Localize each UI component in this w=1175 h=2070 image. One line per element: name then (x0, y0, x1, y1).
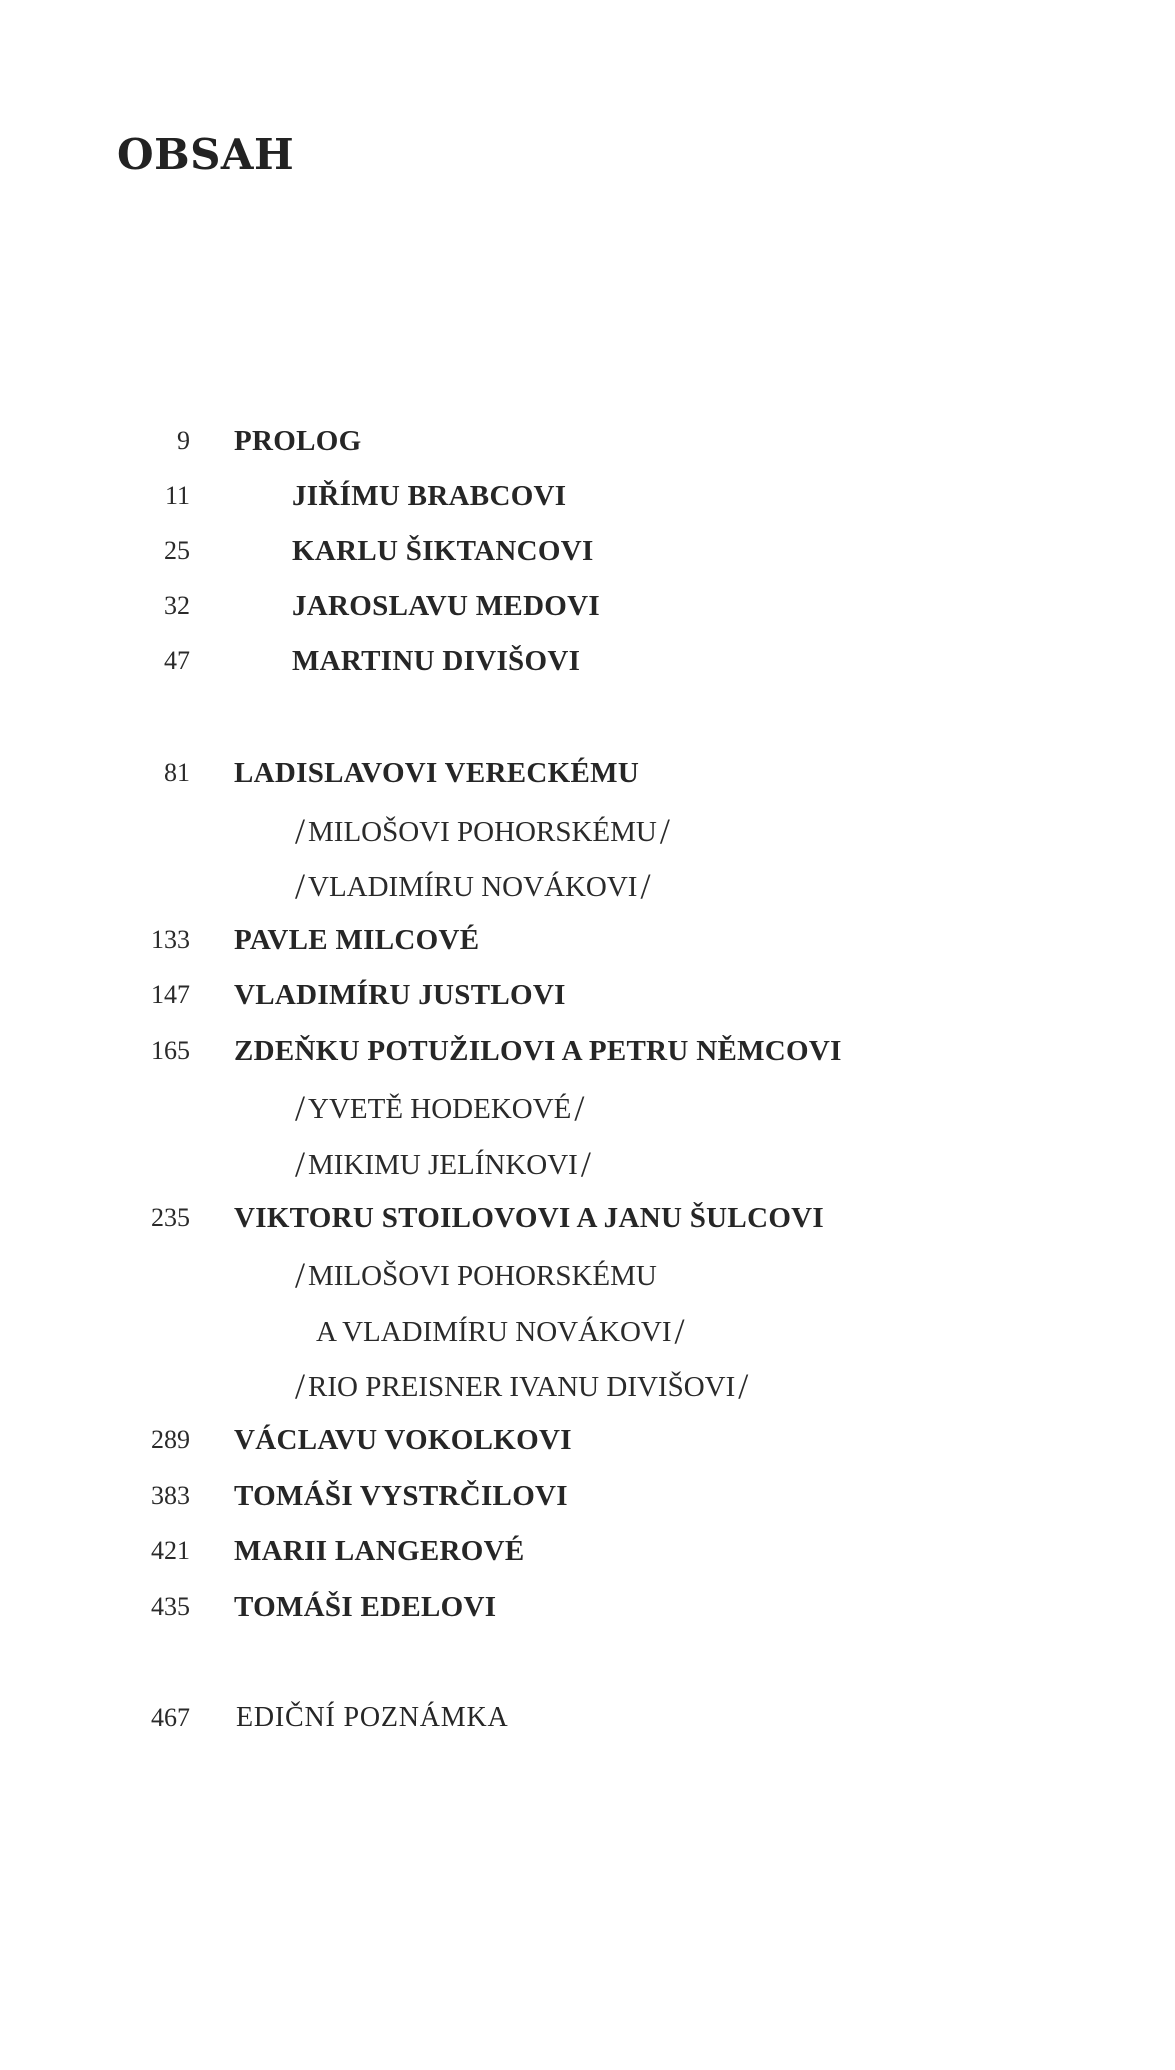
entry-title: MARII LANGEROVÉ (234, 1535, 525, 1567)
entry-title: VÁCLAVU VOKOLKOVI (234, 1424, 572, 1456)
subentry-line (292, 1253, 657, 1296)
page-number: 165 (151, 1036, 190, 1065)
subentry-text: MILOŠOVI POHORSKÉMU (308, 1260, 657, 1292)
page-number: 32 (164, 591, 190, 620)
entry-title: LADISLAVOVI VERECKÉMU (234, 757, 640, 789)
subentry-text: A VLADIMÍRU NOVÁKOVI (316, 1316, 672, 1348)
entry-title: VLADIMÍRU JUSTLOVI (234, 979, 566, 1011)
entry-title: PAVLE MILCOVÉ (234, 924, 480, 956)
entry-title: JAROSLAVU MEDOVI (292, 590, 600, 622)
slash-mark: / (295, 1366, 306, 1406)
subentry-text: MIKIMU JELÍNKOVI (308, 1149, 578, 1181)
subentry-line (292, 809, 673, 852)
subentry-text: VLADIMÍRU NOVÁKOVI (308, 871, 638, 903)
page-number: 289 (151, 1425, 190, 1454)
subentry-text: RIO PREISNER IVANU DIVIŠOVI (308, 1371, 736, 1403)
subentry-line (292, 1364, 751, 1407)
slash-mark: / (580, 1144, 591, 1184)
entry-title: MARTINU DIVIŠOVI (292, 645, 581, 677)
slash-mark: / (659, 811, 670, 851)
entry-title: JIŘÍMU BRABCOVI (292, 480, 567, 512)
page-number: 81 (164, 758, 190, 787)
subentry-line (292, 864, 653, 907)
subentry-line (292, 1086, 587, 1129)
slash-mark: / (295, 1255, 306, 1295)
page-number: 133 (151, 925, 190, 954)
entry-title: VIKTORU STOILOVOVI A JANU ŠULCOVI (234, 1202, 824, 1234)
slash-mark: / (295, 866, 306, 906)
entry-title: EDIČNÍ POZNÁMKA (236, 1702, 509, 1733)
page-number: 47 (164, 646, 190, 675)
slash-mark: / (574, 1088, 585, 1128)
slash-mark: / (738, 1366, 749, 1406)
page-number: 435 (151, 1592, 190, 1621)
page-number: 9 (177, 426, 190, 455)
page-title: OBSAH (117, 130, 295, 179)
slash-mark: / (295, 811, 306, 851)
entry-title: TOMÁŠI VYSTRČILOVI (234, 1480, 568, 1512)
slash-mark: / (640, 866, 651, 906)
entry-title: KARLU ŠIKTANCOVI (292, 535, 594, 567)
page-number: 467 (151, 1703, 190, 1732)
page-number: 11 (164, 481, 190, 510)
page-number: 235 (151, 1203, 190, 1232)
subentry-text: MILOŠOVI POHORSKÉMU (308, 816, 657, 848)
entry-title: ZDEŇKU POTUŽILOVI A PETRU NĚMCOVI (234, 1035, 842, 1067)
subentry-line (292, 1142, 594, 1185)
page-number: 383 (151, 1481, 190, 1510)
page-number: 25 (164, 536, 190, 565)
slash-mark: / (295, 1144, 306, 1184)
page-number: 147 (151, 980, 190, 1009)
entry-title: PROLOG (234, 425, 362, 457)
subentry-text: YVETĚ HODEKOVÉ (308, 1093, 572, 1125)
entry-title: TOMÁŠI EDELOVI (234, 1591, 497, 1623)
slash-mark: / (295, 1088, 306, 1128)
subentry-line (316, 1309, 688, 1352)
page-number: 421 (151, 1536, 190, 1565)
slash-mark: / (674, 1311, 685, 1351)
